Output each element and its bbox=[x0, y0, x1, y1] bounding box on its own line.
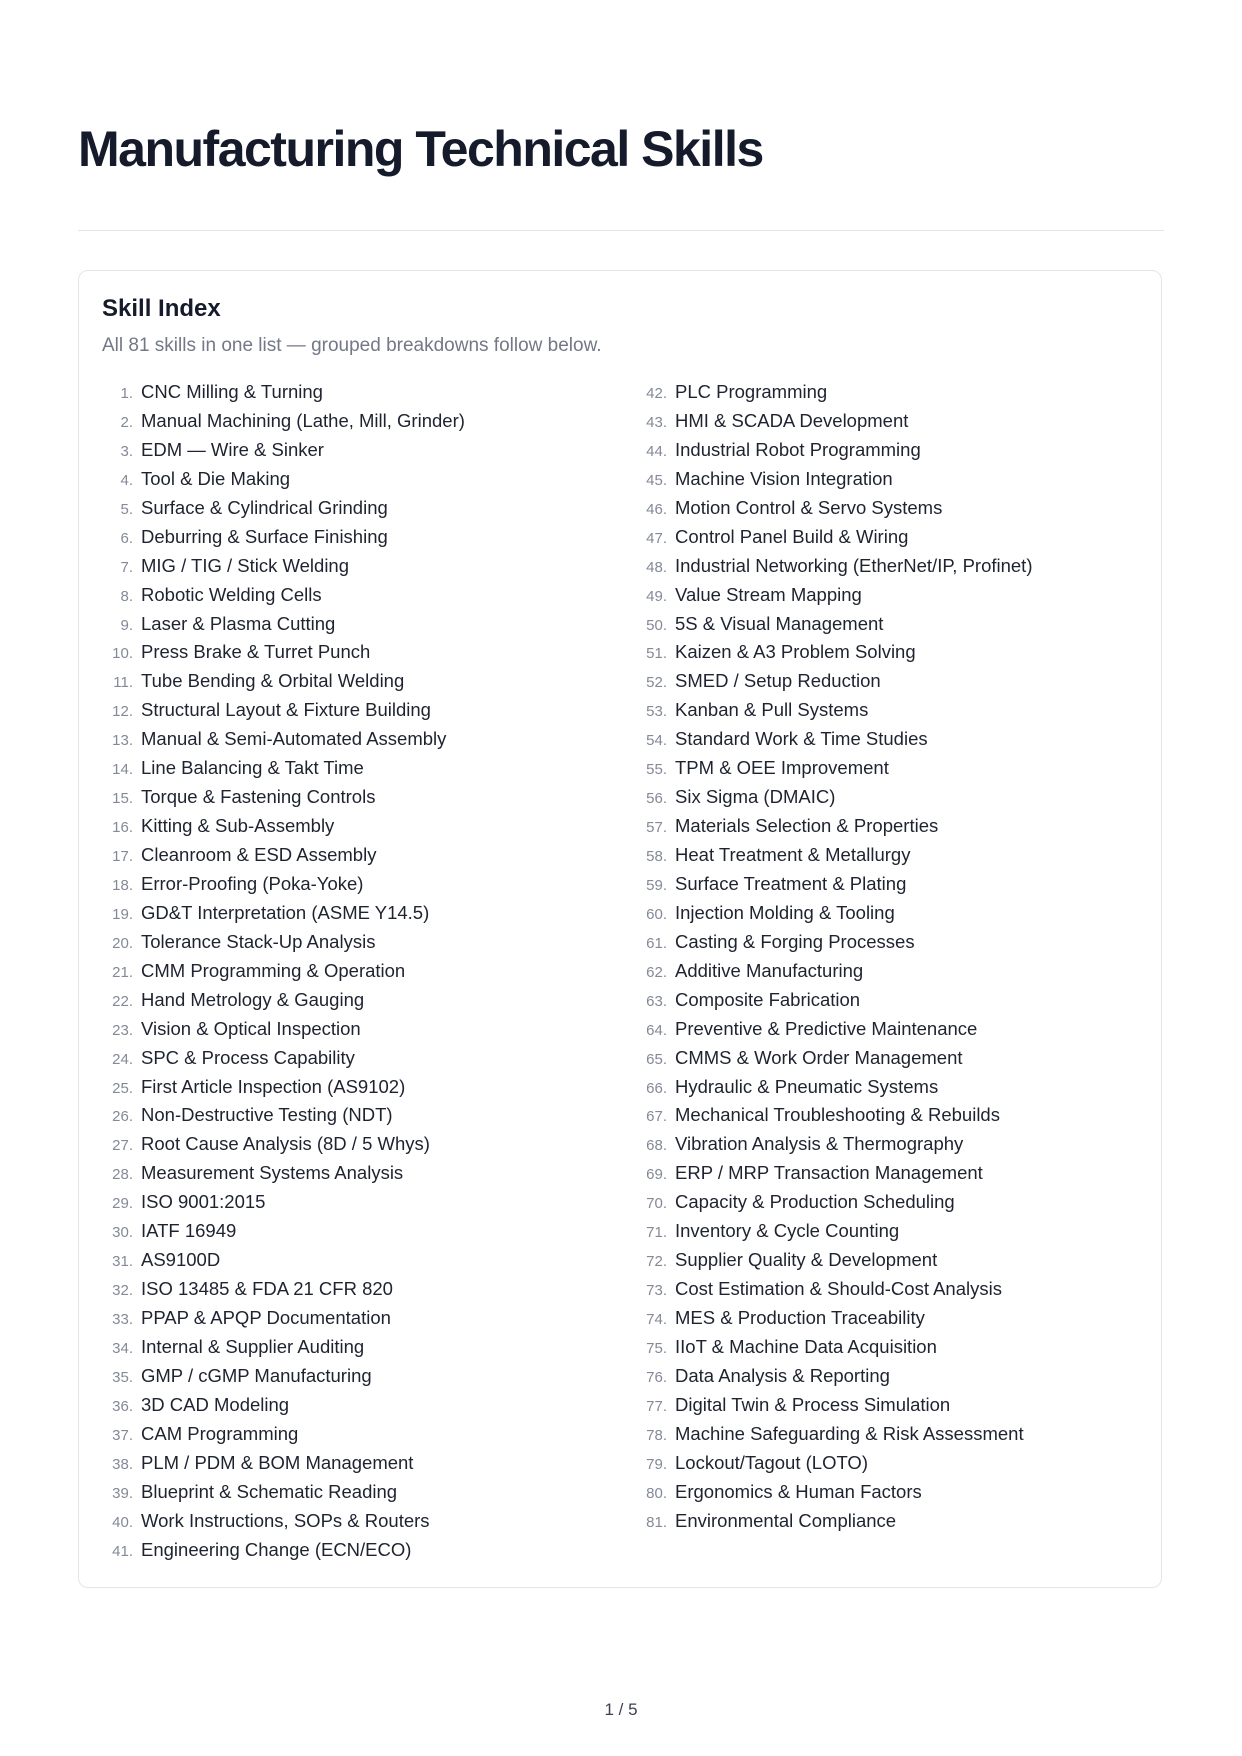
skill-item bbox=[93, 699, 603, 728]
skill-list-column-2 bbox=[627, 381, 1147, 1539]
skill-item bbox=[627, 1249, 1147, 1278]
skill-item bbox=[627, 468, 1147, 497]
skill-number: 75. bbox=[646, 1339, 667, 1357]
skill-number: 73. bbox=[646, 1282, 667, 1300]
skill-number: 25. bbox=[112, 1079, 133, 1097]
skill-label: Heat Treatment & Metallurgy bbox=[675, 844, 911, 865]
skill-item bbox=[93, 1249, 603, 1278]
skill-number: 34. bbox=[112, 1339, 133, 1357]
skill-item bbox=[93, 641, 603, 670]
skill-label: CNC Milling & Turning bbox=[141, 381, 323, 402]
skill-label: Non-Destructive Testing (NDT) bbox=[141, 1104, 393, 1126]
skill-label: Kanban & Pull Systems bbox=[675, 699, 869, 721]
skill-label: PLC Programming bbox=[675, 381, 828, 402]
skill-item bbox=[93, 1481, 603, 1510]
skill-label: Tool & Die Making bbox=[141, 467, 291, 489]
skill-item bbox=[93, 1191, 603, 1220]
skill-number: 43. bbox=[646, 413, 667, 431]
skill-item bbox=[627, 1018, 1147, 1047]
skill-label: Laser & Plasma Cutting bbox=[141, 612, 336, 634]
skill-item bbox=[627, 960, 1147, 989]
skill-item bbox=[93, 989, 603, 1018]
skill-item bbox=[627, 1481, 1147, 1510]
skill-label: Environmental Compliance bbox=[675, 1509, 897, 1531]
skill-number: 29. bbox=[112, 1195, 133, 1213]
skill-number: 22. bbox=[112, 992, 133, 1010]
skill-item bbox=[93, 584, 603, 613]
skill-label: ISO 13485 & FDA 21 CFR 820 bbox=[141, 1278, 393, 1300]
skill-label: Ergonomics & Human Factors bbox=[675, 1480, 922, 1502]
skill-item bbox=[627, 670, 1147, 699]
skill-number: 6. bbox=[120, 529, 133, 547]
skill-number: 10. bbox=[112, 645, 133, 663]
skill-item bbox=[93, 902, 603, 931]
skill-label: Manual & Semi-Automated Assembly bbox=[141, 728, 447, 750]
skill-number: 64. bbox=[646, 1021, 667, 1039]
skill-label: Surface Treatment & Plating bbox=[675, 872, 907, 894]
skill-label: First Article Inspection (AS9102) bbox=[141, 1075, 406, 1097]
skill-number: 30. bbox=[112, 1224, 133, 1242]
skill-number: 24. bbox=[112, 1050, 133, 1068]
skill-item bbox=[627, 1162, 1147, 1191]
skill-number: 18. bbox=[112, 876, 133, 894]
skill-label: Cost Estimation & Should-Cost Analysis bbox=[675, 1278, 1002, 1300]
skill-number: 63. bbox=[646, 992, 667, 1010]
skill-number: 46. bbox=[646, 500, 667, 518]
skill-item bbox=[627, 931, 1147, 960]
skill-item bbox=[93, 1452, 603, 1481]
skill-index-card bbox=[78, 270, 1162, 1588]
skill-number: 1. bbox=[120, 385, 133, 402]
skill-number: 61. bbox=[646, 934, 667, 952]
skill-item bbox=[93, 439, 603, 468]
skill-item bbox=[627, 1510, 1147, 1539]
skill-number: 21. bbox=[112, 963, 133, 981]
skill-item bbox=[627, 699, 1147, 728]
skill-item bbox=[93, 1336, 603, 1365]
skill-number: 74. bbox=[646, 1311, 667, 1328]
skill-number: 50. bbox=[646, 616, 667, 634]
skill-label: Internal & Supplier Auditing bbox=[141, 1335, 365, 1357]
skill-label: Standard Work & Time Studies bbox=[675, 728, 928, 750]
page-number: 1 / 5 bbox=[604, 1700, 638, 1719]
skill-number: 28. bbox=[112, 1166, 133, 1184]
skill-item bbox=[627, 728, 1147, 757]
skill-item bbox=[93, 1423, 603, 1452]
skill-label: CMMS & Work Order Management bbox=[675, 1046, 963, 1068]
skill-item bbox=[93, 1018, 603, 1047]
skill-label: AS9100D bbox=[141, 1249, 221, 1271]
skill-label: Hydraulic & Pneumatic Systems bbox=[675, 1075, 939, 1097]
skill-label: Tube Bending & Orbital Welding bbox=[141, 670, 405, 692]
skill-number: 19. bbox=[112, 905, 133, 923]
skill-number: 70. bbox=[646, 1195, 667, 1213]
skill-label: Machine Safeguarding & Risk Assessment bbox=[675, 1422, 1024, 1444]
skill-number: 66. bbox=[646, 1079, 667, 1097]
skill-label: CMM Programming & Operation bbox=[141, 959, 406, 981]
skill-item bbox=[93, 1076, 603, 1105]
skill-item bbox=[627, 1336, 1147, 1365]
skill-item bbox=[627, 1307, 1147, 1336]
skill-label: Composite Fabrication bbox=[675, 988, 861, 1010]
skill-label: Motion Control & Servo Systems bbox=[675, 496, 943, 518]
skill-label: PLM / PDM & BOM Management bbox=[141, 1451, 414, 1473]
skill-item bbox=[93, 1104, 603, 1133]
skill-number: 67. bbox=[646, 1108, 667, 1126]
skill-label: Error-Proofing (Poka-Yoke) bbox=[141, 872, 364, 894]
skill-item bbox=[627, 641, 1147, 670]
skill-label: Industrial Networking (EtherNet/IP, Profinet) bbox=[675, 554, 1033, 576]
skill-number: 37. bbox=[112, 1426, 133, 1444]
skill-label: Control Panel Build & Wiring bbox=[675, 525, 909, 547]
skill-number: 33. bbox=[112, 1311, 133, 1328]
skill-number: 17. bbox=[112, 848, 133, 865]
skill-label: Mechanical Troubleshooting & Rebuilds bbox=[675, 1104, 1000, 1126]
skill-index-subtitle: All 81 skills in one list — grouped breakdowns follow below. bbox=[102, 335, 602, 356]
skill-item bbox=[627, 1278, 1147, 1307]
skill-label: Vision & Optical Inspection bbox=[141, 1017, 361, 1039]
skill-label: MIG / TIG / Stick Welding bbox=[141, 554, 350, 576]
skill-item bbox=[93, 844, 603, 873]
skill-number: 38. bbox=[112, 1455, 133, 1473]
skill-label: Value Stream Mapping bbox=[675, 583, 862, 605]
skill-label: Measurement Systems Analysis bbox=[141, 1162, 404, 1184]
skill-number: 42. bbox=[646, 385, 667, 402]
skill-item bbox=[93, 1162, 603, 1191]
title-divider bbox=[78, 230, 1164, 231]
skill-number: 39. bbox=[112, 1484, 133, 1502]
skill-item bbox=[627, 786, 1147, 815]
skill-number: 57. bbox=[646, 819, 667, 837]
skill-number: 59. bbox=[646, 876, 667, 894]
skill-number: 76. bbox=[646, 1368, 667, 1386]
skill-label: Capacity & Production Scheduling bbox=[675, 1191, 955, 1213]
skill-number: 72. bbox=[646, 1253, 667, 1271]
skill-item bbox=[627, 1047, 1147, 1076]
skill-label: Torque & Fastening Controls bbox=[141, 786, 376, 808]
skill-label: Inventory & Cycle Counting bbox=[675, 1220, 900, 1242]
skill-item bbox=[627, 497, 1147, 526]
skill-number: 71. bbox=[646, 1224, 667, 1242]
skill-item bbox=[93, 815, 603, 844]
skill-label: Kitting & Sub-Assembly bbox=[141, 815, 335, 837]
skill-label: HMI & SCADA Development bbox=[675, 409, 909, 431]
skill-item bbox=[93, 873, 603, 902]
skill-item bbox=[93, 468, 603, 497]
skill-number: 13. bbox=[112, 732, 133, 750]
skill-label: Vibration Analysis & Thermography bbox=[675, 1133, 964, 1155]
skill-item bbox=[93, 670, 603, 699]
skill-item bbox=[627, 1191, 1147, 1220]
skill-label: Engineering Change (ECN/ECO) bbox=[141, 1538, 412, 1560]
skill-label: 5S & Visual Management bbox=[675, 612, 884, 634]
skill-number: 69. bbox=[646, 1166, 667, 1184]
skill-item bbox=[93, 1539, 603, 1568]
skill-label: Work Instructions, SOPs & Routers bbox=[141, 1509, 430, 1531]
skill-item bbox=[93, 1047, 603, 1076]
skill-item bbox=[627, 1076, 1147, 1105]
skill-item bbox=[627, 1394, 1147, 1423]
skill-number: 5. bbox=[120, 500, 133, 518]
skill-item bbox=[93, 1220, 603, 1249]
skill-number: 36. bbox=[112, 1397, 133, 1415]
skill-label: Hand Metrology & Gauging bbox=[141, 988, 365, 1010]
skill-label: IIoT & Machine Data Acquisition bbox=[675, 1335, 937, 1357]
skill-item bbox=[627, 844, 1147, 873]
skill-number: 56. bbox=[646, 790, 667, 808]
skill-item bbox=[627, 439, 1147, 468]
skill-item bbox=[627, 1104, 1147, 1133]
skill-item bbox=[627, 815, 1147, 844]
skill-number: 16. bbox=[112, 819, 133, 837]
skill-label: Line Balancing & Takt Time bbox=[141, 757, 364, 779]
skill-label: EDM — Wire & Sinker bbox=[141, 438, 324, 460]
skill-label: PPAP & APQP Documentation bbox=[141, 1307, 391, 1328]
skill-number: 12. bbox=[112, 703, 133, 721]
skill-item bbox=[93, 1394, 603, 1423]
skill-label: Industrial Robot Programming bbox=[675, 438, 921, 460]
skill-number: 48. bbox=[646, 558, 667, 576]
skill-number: 68. bbox=[646, 1137, 667, 1155]
skill-item bbox=[627, 613, 1147, 642]
skill-label: GD&T Interpretation (ASME Y14.5) bbox=[141, 901, 430, 923]
skill-label: Lockout/Tagout (LOTO) bbox=[675, 1451, 868, 1473]
skill-number: 54. bbox=[646, 732, 667, 750]
skill-label: Materials Selection & Properties bbox=[675, 815, 939, 837]
skill-number: 35. bbox=[112, 1368, 133, 1386]
skill-label: Additive Manufacturing bbox=[675, 959, 864, 981]
skill-number: 15. bbox=[112, 790, 133, 808]
skill-number: 80. bbox=[646, 1484, 667, 1502]
skill-label: 3D CAD Modeling bbox=[141, 1393, 290, 1415]
skill-label: MES & Production Traceability bbox=[675, 1307, 925, 1328]
skill-label: Robotic Welding Cells bbox=[141, 583, 322, 605]
skill-item bbox=[627, 902, 1147, 931]
skill-label: GMP / cGMP Manufacturing bbox=[141, 1364, 372, 1386]
skill-number: 65. bbox=[646, 1050, 667, 1068]
skill-index-heading: Skill Index bbox=[102, 295, 221, 322]
skill-number: 81. bbox=[646, 1513, 667, 1531]
skill-label: Deburring & Surface Finishing bbox=[141, 525, 388, 547]
skill-number: 44. bbox=[646, 442, 667, 460]
skill-item bbox=[93, 757, 603, 786]
skill-item bbox=[627, 1423, 1147, 1452]
skill-label: Root Cause Analysis (8D / 5 Whys) bbox=[141, 1133, 430, 1155]
skill-number: 49. bbox=[646, 587, 667, 605]
skill-number: 53. bbox=[646, 703, 667, 721]
skill-number: 14. bbox=[112, 761, 133, 779]
skill-item bbox=[93, 410, 603, 439]
skill-label: Surface & Cylindrical Grinding bbox=[141, 496, 388, 518]
skill-item bbox=[627, 410, 1147, 439]
skill-item bbox=[93, 526, 603, 555]
skill-number: 78. bbox=[646, 1426, 667, 1444]
skill-item bbox=[93, 1510, 603, 1539]
skill-number: 47. bbox=[646, 529, 667, 547]
skill-number: 2. bbox=[120, 413, 133, 431]
skill-number: 62. bbox=[646, 963, 667, 981]
skill-number: 26. bbox=[112, 1108, 133, 1126]
skill-label: TPM & OEE Improvement bbox=[675, 757, 889, 779]
skill-number: 51. bbox=[646, 645, 667, 663]
skill-number: 8. bbox=[120, 587, 133, 605]
skill-label: Injection Molding & Tooling bbox=[675, 901, 895, 923]
skill-label: ERP / MRP Transaction Management bbox=[675, 1162, 983, 1184]
skill-number: 60. bbox=[646, 905, 667, 923]
skill-label: SPC & Process Capability bbox=[141, 1046, 355, 1068]
skill-item bbox=[627, 989, 1147, 1018]
skill-number: 3. bbox=[120, 442, 133, 460]
skill-item bbox=[627, 1220, 1147, 1249]
skill-item bbox=[93, 1133, 603, 1162]
skill-number: 77. bbox=[646, 1397, 667, 1415]
skill-number: 11. bbox=[113, 674, 133, 692]
skill-item bbox=[627, 526, 1147, 555]
skill-label: Casting & Forging Processes bbox=[675, 930, 915, 952]
skill-label: Kaizen & A3 Problem Solving bbox=[675, 641, 916, 663]
skill-item bbox=[627, 1452, 1147, 1481]
skill-number: 41. bbox=[112, 1542, 133, 1560]
skill-number: 52. bbox=[646, 674, 667, 692]
skill-label: Press Brake & Turret Punch bbox=[141, 641, 371, 663]
skill-item bbox=[627, 873, 1147, 902]
skill-number: 31. bbox=[112, 1253, 133, 1271]
skill-number: 32. bbox=[112, 1282, 133, 1300]
skill-item bbox=[627, 555, 1147, 584]
skill-label: Manual Machining (Lathe, Mill, Grinder) bbox=[141, 409, 465, 431]
skill-label: Cleanroom & ESD Assembly bbox=[141, 844, 377, 865]
skill-number: 27. bbox=[112, 1137, 133, 1155]
skill-label: Blueprint & Schematic Reading bbox=[141, 1480, 398, 1502]
skill-item bbox=[93, 555, 603, 584]
page-title: Manufacturing Technical Skills bbox=[78, 121, 763, 177]
skill-item bbox=[93, 1278, 603, 1307]
skill-item bbox=[93, 1365, 603, 1394]
skill-item bbox=[627, 1133, 1147, 1162]
skill-label: ISO 9001:2015 bbox=[141, 1191, 266, 1213]
skill-item bbox=[627, 757, 1147, 786]
skill-label: SMED / Setup Reduction bbox=[675, 670, 881, 692]
skill-item bbox=[627, 381, 1147, 410]
skill-number: 58. bbox=[646, 848, 667, 865]
skill-number: 23. bbox=[112, 1021, 133, 1039]
skill-number: 79. bbox=[646, 1455, 667, 1473]
skill-item bbox=[93, 786, 603, 815]
skill-item bbox=[93, 728, 603, 757]
skill-label: Tolerance Stack-Up Analysis bbox=[141, 930, 376, 952]
skill-list-column-1 bbox=[93, 381, 603, 1567]
skill-label: Preventive & Predictive Maintenance bbox=[675, 1017, 978, 1039]
skill-item bbox=[93, 1307, 603, 1336]
skill-label: Digital Twin & Process Simulation bbox=[675, 1393, 951, 1415]
skill-label: Supplier Quality & Development bbox=[675, 1249, 938, 1271]
skill-label: IATF 16949 bbox=[141, 1220, 237, 1242]
skill-item bbox=[93, 931, 603, 960]
skill-item bbox=[627, 584, 1147, 613]
skill-number: 55. bbox=[646, 761, 667, 779]
skill-label: Machine Vision Integration bbox=[675, 467, 893, 489]
skill-label: Six Sigma (DMAIC) bbox=[675, 786, 836, 808]
skill-number: 4. bbox=[120, 471, 133, 489]
skill-item bbox=[627, 1365, 1147, 1394]
skill-label: Data Analysis & Reporting bbox=[675, 1364, 890, 1386]
skill-item bbox=[93, 381, 603, 410]
skill-number: 9. bbox=[120, 616, 133, 634]
skill-label: CAM Programming bbox=[141, 1422, 299, 1444]
skill-label: Structural Layout & Fixture Building bbox=[141, 699, 431, 721]
skill-number: 40. bbox=[112, 1513, 133, 1531]
skill-number: 20. bbox=[112, 934, 133, 952]
skill-item bbox=[93, 960, 603, 989]
skill-item bbox=[93, 613, 603, 642]
skill-number: 7. bbox=[120, 558, 133, 576]
skill-number: 45. bbox=[646, 471, 667, 489]
skill-item bbox=[93, 497, 603, 526]
